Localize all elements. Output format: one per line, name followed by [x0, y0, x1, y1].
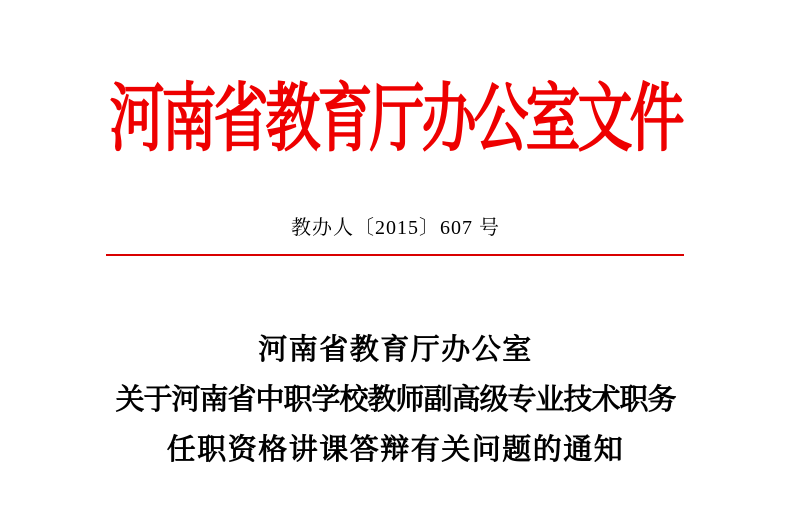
- red-divider-line: [106, 254, 684, 256]
- document-title-line-2: 关于河南省中职学校教师副高级专业技术职务: [115, 384, 676, 416]
- document-title-line-3: 任职资格讲课答辩有关问题的通知: [166, 434, 625, 466]
- document-number: 教办人〔2015〕607 号: [291, 217, 500, 239]
- document-title: [0, 325, 791, 475]
- document-title-line-1: 河南省教育厅办公室: [258, 334, 533, 366]
- document-header-title: 河南省教育厅办公室文件: [109, 77, 682, 161]
